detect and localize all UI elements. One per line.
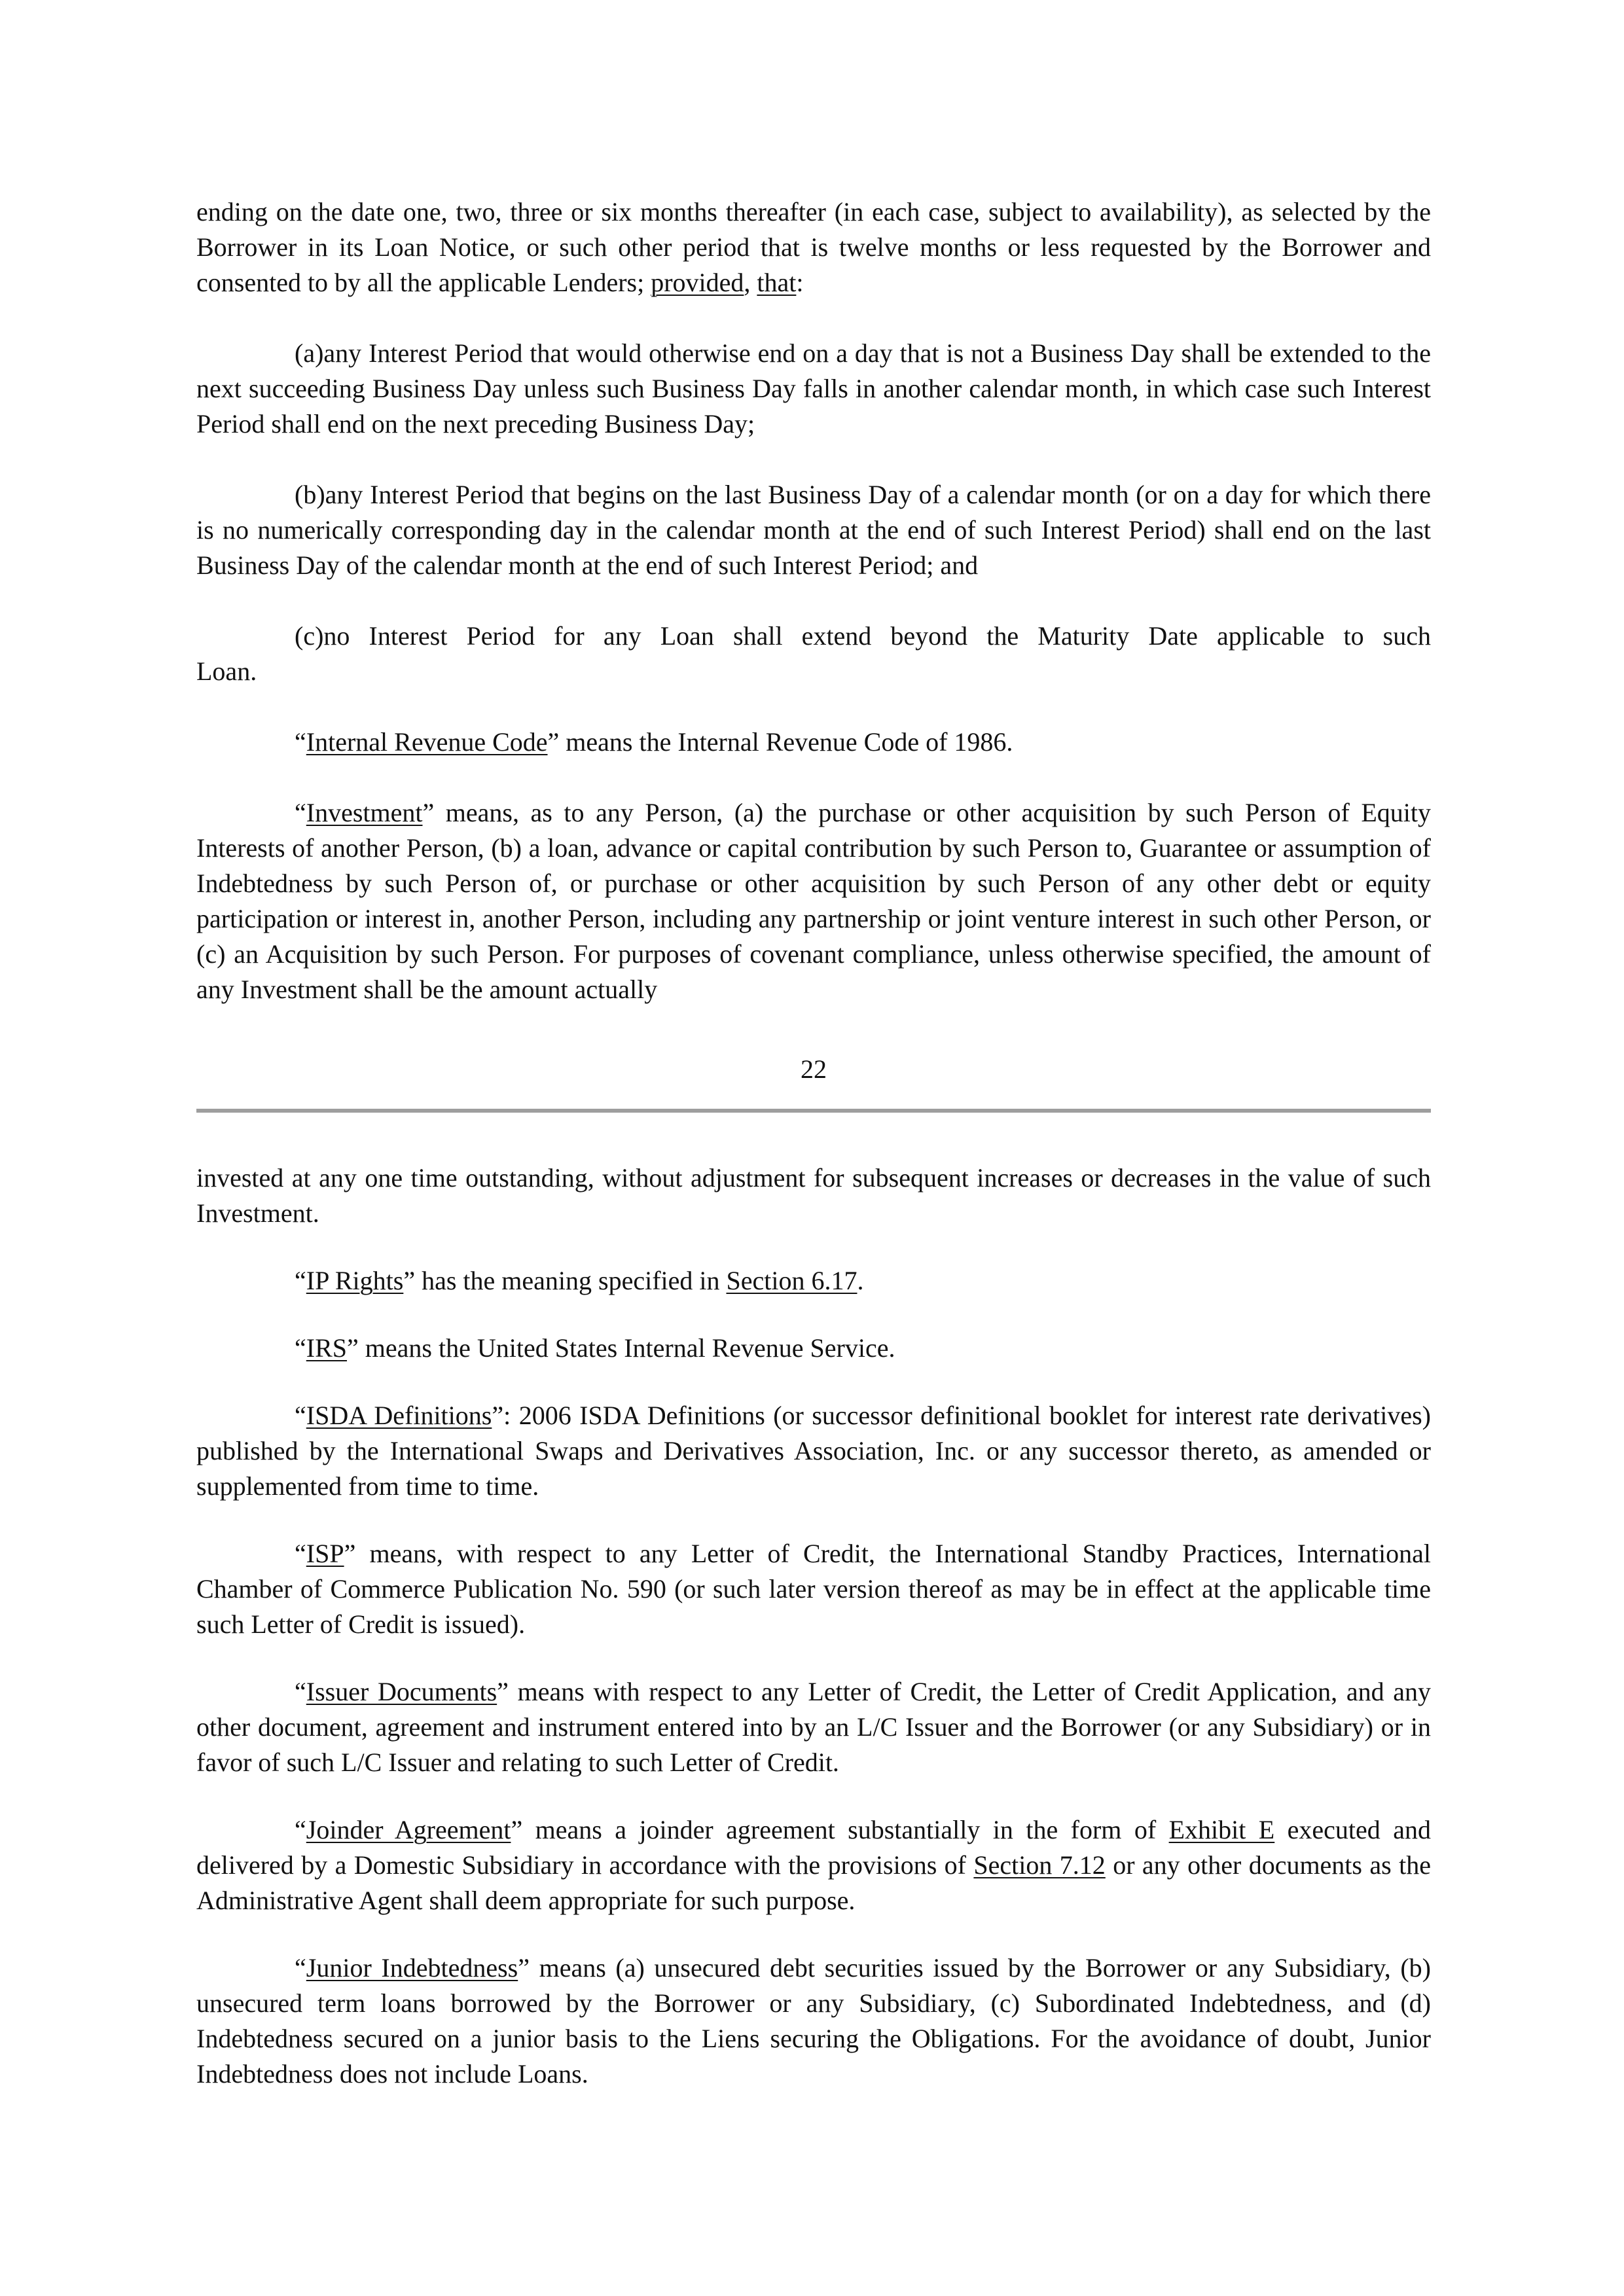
- definition-junior-indebtedness: [196, 1950, 1431, 2092]
- clause-c-text: (c)no Interest Period for any Loan shall extend beyond the Maturity Date applicable to such: [295, 621, 1431, 651]
- definition-investment: [196, 795, 1431, 1007]
- definition-end: or any other documents as the Administrative Agent shall deem appropriate for such purpose.: [196, 1850, 1431, 1915]
- page-number: 22: [801, 1054, 827, 1084]
- defined-term-isp: ISP: [306, 1539, 344, 1568]
- page-23-body: [196, 1160, 1431, 2092]
- open-quote: “: [295, 1333, 306, 1363]
- definition-text: ” means the Internal Revenue Code of 1986.: [547, 727, 1013, 757]
- open-quote: “: [295, 727, 306, 757]
- definition-ip-rights: [196, 1263, 1431, 1299]
- clause-c-tail: Loan.: [196, 656, 257, 686]
- open-quote: “: [295, 1401, 306, 1430]
- definition-text: ” means (a) unsecured debt securities issued by the Borrower or any Subsidiary, (b) unsecured term loans borrowed by the Borrower or any Subsidiary, (c) Subordinated Indebtedness, and (d) Indebtedness secured on a junior basis to the Liens securing the Obligations. For the avoidance of doubt, Junior Indebtedness does not include Loans.: [196, 1953, 1431, 2089]
- open-quote: “: [295, 1539, 306, 1568]
- intro-colon: :: [796, 268, 804, 297]
- intro-separator: ,: [744, 268, 757, 297]
- definition-text: ” means the United States Internal Revenue Service.: [347, 1333, 895, 1363]
- section-reference: Section 7.12: [973, 1850, 1106, 1880]
- open-quote: “: [295, 1815, 306, 1844]
- definition-internal-revenue-code: [196, 725, 1431, 760]
- section-reference: Section 6.17: [726, 1266, 857, 1295]
- definition-issuer-documents: [196, 1674, 1431, 1780]
- definition-text: ” means, as to any Person, (a) the purchase or other acquisition by such Person of Equity Interests of another Person, (b) a loan, advance or capital contribution by such Person to, Guarantee or assumption of Indebtedness by such Person of, or purchase or other acquisition by such Person of any other debt or equity participation or interest in, another Person, including any partnership or joint venture interest in such other Person, or (c) an Acquisition by such Person. For purposes of covenant compliance, unless otherwise specified, the amount of any Investment shall be the amount actually: [196, 798, 1431, 1004]
- page-divider: [196, 1109, 1431, 1113]
- investment-continuation-paragraph: invested at any one time outstanding, without adjustment for subsequent increases or decreases in the value of such Investment.: [196, 1163, 1431, 1228]
- interest-period-intro-paragraph: [196, 194, 1431, 300]
- definition-text: ” means a joinder agreement substantially in the form of: [511, 1815, 1169, 1844]
- definition-text: ”: 2006 ISDA Definitions (or successor definitional booklet for interest rate derivatives) published by the International Swaps and Derivatives Association, Inc. or any successor thereto, as amended or supplemented from time to time.: [196, 1401, 1431, 1501]
- definition-end: .: [857, 1266, 864, 1295]
- definition-text: ” means, with respect to any Letter of Credit, the International Standby Practices, International Chamber of Commerce Publication No. 590 (or such later version thereof as may be in effect at the applicable time such Letter of Credit is issued).: [196, 1539, 1431, 1639]
- definition-isda-definitions: [196, 1398, 1431, 1504]
- defined-term-isda-definitions: ISDA Definitions: [306, 1401, 492, 1430]
- provided-term: provided: [651, 268, 744, 297]
- defined-term-investment: Investment: [306, 798, 423, 827]
- definition-text: ” means with respect to any Letter of Credit, the Letter of Credit Application, and any other document, agreement and instrument entered into by an L/C Issuer and the Borrower (or any Subsidiary) or in favor of such L/C Issuer and relating to such Letter of Credit.: [196, 1677, 1431, 1777]
- definition-joinder-agreement: [196, 1812, 1431, 1918]
- intro-text: ending on the date one, two, three or six months thereafter (in each case, subject to availability), as selected by the Borrower in its Loan Notice, or such other period that is twelve months or less requested by the Borrower and consented to by all the applicable Lenders;: [196, 197, 1431, 297]
- page-22-body: [196, 194, 1431, 1007]
- defined-term-issuer-documents: Issuer Documents: [306, 1677, 497, 1706]
- definition-text: ” has the meaning specified in: [403, 1266, 727, 1295]
- defined-term-ip-rights: IP Rights: [306, 1266, 404, 1295]
- clause-b-paragraph: (b)any Interest Period that begins on the last Business Day of a calendar month (or on a day for which there is no numerically corresponding day in the calendar month at the end of such Interest Period) shall end on the last Business Day of the calendar month at the end of such Interest Period; and: [196, 480, 1431, 580]
- defined-term-joinder-agreement: Joinder Agreement: [306, 1815, 511, 1844]
- clause-a-paragraph: (a)any Interest Period that would otherwise end on a day that is not a Business Day shall be extended to the next succeeding Business Day unless such Business Day falls in another calendar month, in which case such Interest Period shall end on the next preceding Business Day;: [196, 338, 1431, 439]
- definition-irs: [196, 1331, 1431, 1366]
- clause-c-paragraph: [196, 619, 1431, 654]
- definition-isp: [196, 1536, 1431, 1642]
- definition-text-continued: executed and delivered by a Domestic Subsidiary in accordance with the provisions of: [196, 1815, 1431, 1880]
- defined-term-irs: IRS: [306, 1333, 348, 1363]
- open-quote: “: [295, 798, 306, 827]
- defined-term-junior-indebtedness: Junior Indebtedness: [306, 1953, 518, 1982]
- defined-term-internal-revenue-code: Internal Revenue Code: [306, 727, 548, 757]
- open-quote: “: [295, 1677, 306, 1706]
- that-term: that: [757, 268, 797, 297]
- open-quote: “: [295, 1953, 306, 1982]
- open-quote: “: [295, 1266, 306, 1295]
- exhibit-reference: Exhibit E: [1168, 1815, 1275, 1844]
